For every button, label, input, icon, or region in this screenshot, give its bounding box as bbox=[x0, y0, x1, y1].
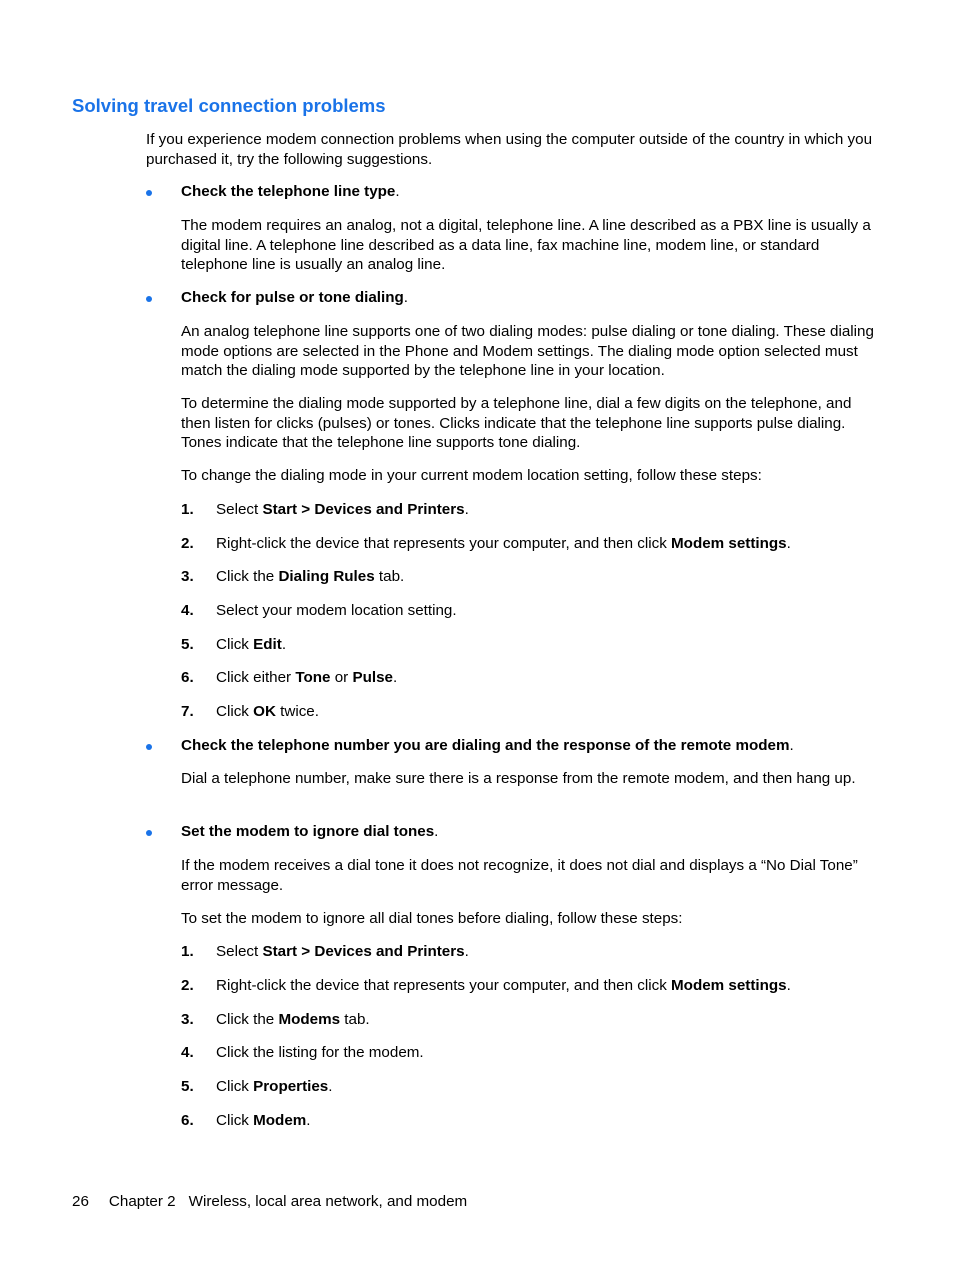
step-text: Select Start > Devices and Printers. bbox=[216, 501, 469, 518]
step-number: 5. bbox=[181, 636, 194, 653]
bullet-icon bbox=[146, 296, 152, 302]
bullet-title: Check the telephone line type. bbox=[181, 183, 400, 200]
step-number: 7. bbox=[181, 703, 194, 720]
step-number: 3. bbox=[181, 568, 194, 585]
paragraph: The modem requires an analog, not a digital, telephone line. A line described as a PBX line is usually a digital line. A telephone line described as a data line, fax machine line, modem line, or standard telephone line is usually an analog line. bbox=[181, 217, 871, 273]
step-number: 1. bbox=[181, 501, 194, 518]
intro-paragraph: If you experience modem connection problems when using the computer outside of the country in which you purchased it, try the following suggestions. bbox=[146, 131, 873, 168]
bullet-title: Check for pulse or tone dialing. bbox=[181, 289, 409, 306]
step-number: 4. bbox=[181, 602, 194, 619]
step-number: 6. bbox=[181, 669, 194, 686]
page-number: 26 bbox=[72, 1193, 89, 1210]
paragraph: To set the modem to ignore all dial tones before dialing, follow these steps: bbox=[181, 910, 683, 927]
step-text: Click Properties. bbox=[216, 1078, 333, 1095]
step-text: Click either Tone or Pulse. bbox=[216, 669, 398, 686]
step-text: Click the Dialing Rules tab. bbox=[216, 568, 405, 585]
step-number: 2. bbox=[181, 535, 194, 552]
step-number: 3. bbox=[181, 1011, 194, 1028]
step-text: Right-click the device that represents your computer, and then click Modem settings. bbox=[216, 535, 791, 552]
paragraph: If the modem receives a dial tone it does not recognize, it does not dial and displays a “No Dial Tone” error message. bbox=[181, 857, 858, 894]
step-text: Click Edit. bbox=[216, 636, 287, 653]
bullet-icon bbox=[146, 830, 152, 836]
bullet-title: Set the modem to ignore dial tones. bbox=[181, 823, 439, 840]
step-text: Click the listing for the modem. bbox=[216, 1044, 424, 1061]
step-text: Click OK twice. bbox=[216, 703, 319, 720]
step-number: 5. bbox=[181, 1078, 194, 1095]
paragraph: To determine the dialing mode supported by a telephone line, dial a few digits on the telephone, and then listen for clicks (pulses) or tones. Clicks indicate that the telephone line supports pulse dialing. Tones indicate that the telephone line supports tone dialing. bbox=[181, 395, 852, 451]
page-footer bbox=[72, 1192, 467, 1212]
page-heading: Solving travel connection problems bbox=[72, 95, 386, 116]
step-number: 2. bbox=[181, 977, 194, 994]
paragraph: To change the dialing mode in your current modem location setting, follow these steps: bbox=[181, 467, 762, 484]
step-number: 6. bbox=[181, 1112, 194, 1129]
bullet-title: Check the telephone number you are dialing and the response of the remote modem. bbox=[181, 737, 794, 754]
chapter-label: Chapter 2 bbox=[108, 1193, 176, 1210]
step-text: Click Modem. bbox=[216, 1112, 311, 1129]
step-text: Select Start > Devices and Printers. bbox=[216, 943, 469, 960]
bullet-icon bbox=[146, 744, 152, 750]
step-number: 1. bbox=[181, 943, 194, 960]
step-number: 4. bbox=[181, 1044, 194, 1061]
chapter-title: Wireless, local area network, and modem bbox=[188, 1193, 468, 1210]
step-text: Right-click the device that represents your computer, and then click Modem settings. bbox=[216, 977, 791, 994]
bullet-icon bbox=[146, 190, 152, 196]
step-text: Click the Modems tab. bbox=[216, 1011, 370, 1028]
paragraph: Dial a telephone number, make sure there is a response from the remote modem, and then hang up. bbox=[181, 770, 856, 787]
step-text: Select your modem location setting. bbox=[216, 602, 457, 619]
paragraph: An analog telephone line supports one of two dialing modes: pulse dialing or tone dialing. These dialing mode options are selected in the Phone and Modem settings. The dialing mode option selected must match the dialing mode supported by the telephone line in your location. bbox=[181, 323, 874, 379]
